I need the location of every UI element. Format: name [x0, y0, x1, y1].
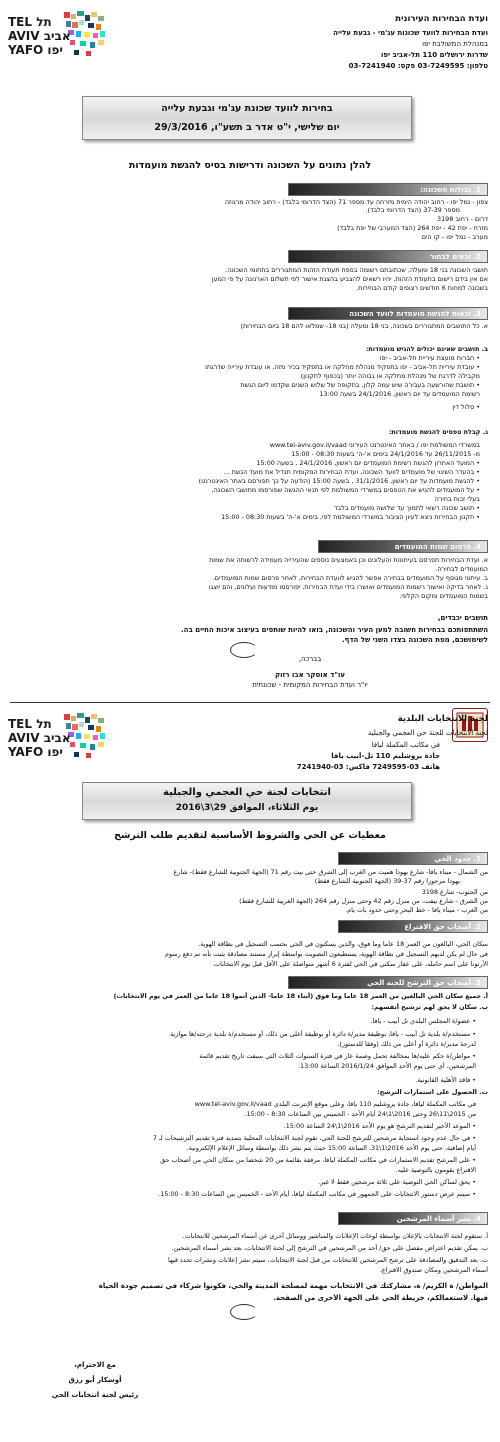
section-3-line: أيام إضافية، حتى يوم الأحد 2016\1\31، الساعة 15:00 حيث يتم نشر ذلك بواسطة وسائل الإعلام الإلكترونية. — [186, 1144, 476, 1152]
section-3-line: • سيتم عرض دستور الانتخابات على الجمهور في مكاتب المكملة ليافا، أيام الأحد - الخميس بين الساعات 8:30 - 15:00. — [158, 1190, 476, 1198]
section-3-line: • في حال عدم وجود استجابة مرشحين للترشح للجنة الحي، تقوم لجنة الانتخابات المحلية بتمديد فترة تقديم الترشيحات لـ 7 — [152, 1134, 476, 1142]
section-3-line: • على المرشح تقديم الاستمارات في مكاتب المكملة ليافا، مرفقة بقائمة من 20 شخصا من سكان الحي من أصحاب حق — [160, 1156, 476, 1164]
section-1-line: דרום - רחוב 3198 — [437, 215, 488, 223]
title-line-1: בחירות לוועד שכונת עג'מי וגבעת עלייה — [161, 103, 333, 114]
section-3-line: • תושב שכונה רשאי לתמוך עד שלושה מועמדים בלבד — [334, 504, 480, 512]
section-3-line: • בהעדר השיגוי של מועמדים לוועד השכונה, ועדת הבחירות המקומית תגדיל את מועד הגשת ... — [223, 468, 480, 476]
section-4-header: 4. פרסום שמות המועמדים — [318, 540, 488, 553]
section-4-line: أ. ستقوم لجنة الانتخابات بالإعلان بواسطة لوحات الإعلانات والمناشير ووسائل أخرى عن أسماء المرشحين للانتخابات. — [182, 1232, 488, 1240]
divider — [10, 702, 490, 703]
arabic-title-box — [82, 782, 412, 820]
section-3-line: • مواطن/ة حكم عليه/ها بمخالفة تحمل وصمة عار في فترة السنوات الثلاث التي سبقت تاريخ تقديم قائمة — [199, 1052, 476, 1060]
section-1-line: צפון - נמל יפו - רחוב יהודה הימית מזרחה עד מספר 71 (הצד הדרומי בלבד) - רחוב יהודה מרגוזה — [224, 198, 488, 206]
section-4-line: ت. بعد التدقيق والمصادقة على ترشح المرشحين للانتخابات من قبل لجنة الانتخابات، سيتم نشر إعلانات ونشرات تحدد فيها — [168, 1256, 488, 1264]
section-4-line: ب. يمكن تقديم اعتراض مفصل على حق/ أحد من المرشحين في الترشح إلى لجنة الانتخابات، بعد نشر أسماء المرشحين. — [171, 1244, 488, 1252]
closing-line-1: תושבים יכבדים, — [437, 614, 488, 622]
section-3-line: מקבילה לדרגת של מנהלת מחלקה או גבוהה יותר (בכפוף לתקנון) — [300, 372, 480, 380]
logo-line-3: YAFO יפו — [8, 43, 63, 57]
section-2-header: 2. זכאים לבחור — [288, 250, 488, 263]
section-3-line: أ. جميع سكان الحي البالغين من العمر 18 عاما وما فوق (أبناء 18 عاما- الذين أتموا 18 عاما من العمر في يوم الانتخابات) — [113, 992, 488, 1000]
org-line-1: لجنة الانتخابات للجنة حي العجمي والجبلية — [367, 729, 488, 737]
section-3-line: • תושבת שהורשעה בעבירה שיש עמה קלון, בתקופה של שלוש השנים שקדמו ליום הגשת — [240, 381, 480, 389]
section-3-line: • الموعد الأخير لتقديم الترشح هو يوم الأحد 2016\1\24 الساعة 15:00. — [283, 1122, 476, 1130]
section-2-line: בשכונה למחות 6 חודשים רצופים קודם הבחירות. — [356, 284, 488, 292]
signature-greeting: مع الاحترام، — [74, 1361, 116, 1369]
section-3-line: • مستخدم/ة بلدية تل أبيب - يافا، بوظيفة مدير/ة دائرة أو بوظيفة أعلى من ذلك، أو مستخدم/ة بلدية درجته/ها موازية — [170, 1030, 476, 1038]
section-3-header: 3. أصحاب حق الترشح للجنة الحي — [288, 976, 488, 989]
tel-aviv-yafo-logo — [8, 712, 108, 762]
title-line-1: انتخابات لجنة حي العجمي والجبلية — [163, 787, 331, 798]
org-phone: טלפון: 03-7249595 פקס: 03-7241940 — [348, 62, 488, 70]
section-4-line: ב. עיתוני מגוסף על המועמדים בבחירה אפשר להגיש לוועדת הבחירות, לאחר פרסום שמות המועמדים. — [212, 574, 488, 582]
section-1-line: يهودا مرجوزا رقم 37-39 (الجهة الجنوبية للشارع فقط) — [314, 877, 460, 885]
section-3-line: • תקנון הבחירות ניצא לעיון הציבור במשרדי המשולמת לפי, בימים א'-ה' בשעות 08:30 - 15:00 — [221, 513, 480, 521]
section-3-line: الاقتراع يقومون بالتوصية عليه. — [395, 1166, 476, 1174]
title-line-2: יום שלישי, י"ט אדר ב תשע"ו, 29/3/2016 — [154, 122, 340, 133]
section-3-line: • על המועמדים להגיש את הטפסים במשרדי המשולמת לפי תנאי ההגשה שפורסמו מתושבי השכונה, — [211, 486, 480, 494]
title-line-2: يوم الثلاثاء، الموافق 29\3\2016 — [175, 803, 319, 813]
curved-arrow-icon — [230, 1304, 258, 1320]
section-1-header: 1. حدود الحي — [338, 852, 488, 865]
section-2-line: الأرنونا على اسم حامله، على عقار سكني في الحي لفترة 6 أشهر متواصلة على الأقل قبل يوم الانتخابات. — [212, 960, 488, 968]
section-3-line: ب. سكان لا يحق لهم ترشيح أنفسهم: — [371, 1003, 488, 1011]
section-4-header: 4. نشر أسماء المرشحين — [338, 1212, 488, 1225]
section-1-line: من الجنوب- شارع 3198 — [421, 888, 488, 896]
section-1-line: מערב - נמל יפו - קו הים — [421, 233, 488, 241]
signature-name: أوسكار أبو رزق — [68, 1376, 122, 1384]
section-3-line: בעלי זכות בחירה — [434, 495, 480, 503]
closing-line-3: לשימושכם, מפת השכונה בצדו השני של הדף. — [342, 636, 488, 644]
section-3-line: من 2015\11\26 وحتى 2016\1\24 أيام الأحد - الخميس بين الساعات 8:30 - 15:00. — [244, 1110, 476, 1118]
hebrew-signature — [230, 654, 390, 690]
section-3-line: • להגשת מועמדות עד יום ראשון, 31/1/2016 , בשעה 15:00 (הודעה על כך תפורסם באתר האינטרנט) — [198, 477, 480, 485]
section-3-line: • فاقد الأهلية القانونية. — [415, 1076, 476, 1084]
logo-line-2: AVIV אביב — [8, 29, 71, 43]
signature-greeting: בברכה, — [298, 655, 322, 663]
arabic-subtitle: معطيات عن الحي والشروط الأساسية لتقديم طلب الترشح — [114, 830, 386, 841]
section-3-line: ב. תושבים שאינם יכולים להגיש מועמדות: — [365, 345, 488, 353]
section-3-line: מ- 26/11/2015 עד 24/1/2016 בימים א'-ה' בשעות 08:30 - 15:00 — [291, 450, 480, 458]
section-3-line: • סלול דין — [452, 403, 480, 411]
section-2-line: תושבי השכונה בני 18 ומעלה, שכתובתם רשומה בספח תעודת הזהות המתגוררים בתחומי השכונה. — [225, 266, 488, 274]
signature-role: رئيس لجنة انتخابات الحي — [51, 1391, 139, 1399]
section-3-line: • חברות מועצת עיריית תל-אביב - יפו — [379, 354, 480, 362]
section-4-line: ג. לאחר בדיקה ואישור רשמות המועמדים ואושרו בידי ועדת הבחירות, יפורסמו מודעות ועלונים, והם יוצגו — [208, 583, 488, 591]
section-4-line: א. ועדת הבחירות תפרסם בעיתונות והעלונים וכן באמצעים נוספים שהעירייה מעמידה לרשותה את שמות — [209, 556, 488, 564]
section-3-line: لدرجة مدير/ة دائرة أو أعلى من ذلك (وفقا للدستور). — [337, 1040, 476, 1048]
org-name: ועדת הבחירות העירונית — [395, 14, 488, 24]
org-phone: هاتف 03-7249595 فاكس: 03-7241940 — [296, 763, 440, 771]
section-2-line: אם אין בידם רישום בתעודת הזהות, יהיו רשאים להצביע בהצגת אישור לפי תשלום הארנונה על פי המען — [211, 275, 488, 283]
tel-aviv-yafo-logo — [8, 10, 108, 60]
logo-line-2: AVIV אביב — [8, 731, 71, 745]
logo-line-1: TEL תל — [8, 15, 52, 29]
section-3-header: 3. זכאות להגשת מועמדות לוועד השכונה — [288, 307, 488, 320]
section-3-line: • עובדת עיריית תל-אביב - יפו בתפקיד מנהלת מחלקה או בתפקיד בכיר מזה, או עובדת עירייה שדרגתו — [205, 363, 480, 371]
section-3-line: רשימת המועמדים עד יום ראשון, 24/1/2016 בשעה 13:00 — [319, 390, 480, 398]
org-line-2: במנהלת המשולבת יפו — [422, 40, 488, 48]
logo-line-3: YAFO יפו — [8, 745, 63, 759]
section-3-line: • המועד האחרון להגשת רשימת המועמדים יום ראשון, 24/1/2016 , בשעה 15:00 — [256, 459, 480, 467]
signature-role: יו"ר ועדת הבחירות המקומית - שכונתית — [252, 681, 368, 689]
section-2-header: 2. أصحاب حق الاقتراع — [338, 920, 488, 933]
arabic-signature — [40, 1360, 150, 1400]
section-3-line: במשרדי המשולמת יפו / באתר האינטרנט העירוני www.tel-aviv.gov.il/vaad — [269, 441, 480, 449]
section-3-line: ت. الحصول على استمارات الترشح: — [377, 1088, 488, 1096]
section-1-line: من الشمال - ميناء يافا- شارع يهودا هميت من الغرب إلى الشرق حتى بيت رقم 71 (الجهة الجنوبية للشارع فقط)- شارع — [173, 868, 488, 876]
signature-name: עו"ד אוסקר אבו רזוק — [274, 671, 346, 679]
section-3-line: في مكاتب المكملة ليافا، جادة يروشليم 110 يافا، وعلى موقع الإنترنت البلدي www.tel-aviv.gov.il/vaad — [194, 1100, 476, 1108]
section-1-line: من الغرب - ميناء يافا - خط البحر وحتى حدود بات يام. — [345, 906, 488, 914]
section-1-line: من الشرق - شارع بيفت، من منزل رقم 42 وحتى منزل رقم 264 (الجهة الغربية للشارع فقط) — [239, 897, 488, 905]
hebrew-title-box — [82, 96, 412, 140]
section-4-line: המועמדים לבחירה. — [435, 565, 488, 573]
section-1-line: מספר 37-39 (הצד הדרומי בלבד). — [365, 206, 460, 214]
section-1-header: 1. גבולות השכונה: — [288, 183, 488, 196]
section-3-line: א. כל התושבים המתגוררים בשכונה, בני 18 ומעלה (בני 18- שמלאו להם 18 ביום הבחירות) — [240, 322, 488, 330]
logo-line-1: TEL תל — [8, 717, 52, 731]
closing-line-2: فيها. لاستعمالكم، خريطة الحي على الجهة الأخرى من الصفحة. — [273, 1294, 488, 1302]
org-name: لجنة الانتخابات البلدية — [397, 714, 488, 724]
section-2-line: في حال لم يكن لديهم التسجيل في بطاقة الهوية، يستطيعون التصويت بواسطة إبراز مستند مصادقة يثبت بأنه تم دفع رسوم — [165, 950, 488, 958]
section-3-line: • يحق لساكن الحي التوصية على ثلاثة مرشحين فقط لا غير. — [318, 1178, 476, 1186]
org-address: שדרות ירושלים 110 תל-אביב יפו — [380, 51, 488, 59]
closing-line-1: المواطن/ ة الكريم/ ة، مشاركتك في الانتخابات مهمة لمصلحة المدينة والحي، فكونوا شركاء في تصميم جودة الحياة — [98, 1282, 488, 1290]
section-3-line: المرشحين، أي حتى يوم الأحد الموافق 2016/1/24 الساعة 13:00. — [297, 1062, 476, 1070]
section-3-line: • عضو/ة المجلس البلدي تل أبيب - يافا. — [370, 1017, 476, 1025]
org-line-2: في مكاتب المكملة ليافا — [371, 741, 440, 749]
hebrew-subtitle: להלן נתונים על השכונה ודרישות בסיס להגשת מועמדות — [128, 160, 372, 171]
org-line-1: ועדת הבחירות לוועד שכונות עג'מי - גבעת עלייה — [333, 29, 488, 37]
section-3-line: ג. קבלת טפסים להגשת מועמדות: — [388, 428, 488, 436]
section-4-line: أسماء المرشحين ومكان صندوق الاقتراع. — [379, 1266, 488, 1274]
closing-line-2: השתתפותכם בבחירות חשובה למען העיר והשכונה, בואו להיות שותפים בעיצוב איכות החיים בה. — [181, 626, 488, 634]
section-4-line: בשמות המועמדים ומקום הקלפי. — [399, 592, 488, 600]
section-2-line: سكان الحي، البالغون من العمر 18 عاما وما فوق، والذين يسكنون في الحي بحسب التسجيل في بطاقة الهوية. — [198, 940, 488, 948]
org-address: جادة يروشليم 110 تل-أبيب يافا — [331, 752, 440, 760]
section-1-line: מזרח - יפת 42 - יפת 264 (הצד המערבי של יפת בלבד) — [337, 224, 488, 232]
